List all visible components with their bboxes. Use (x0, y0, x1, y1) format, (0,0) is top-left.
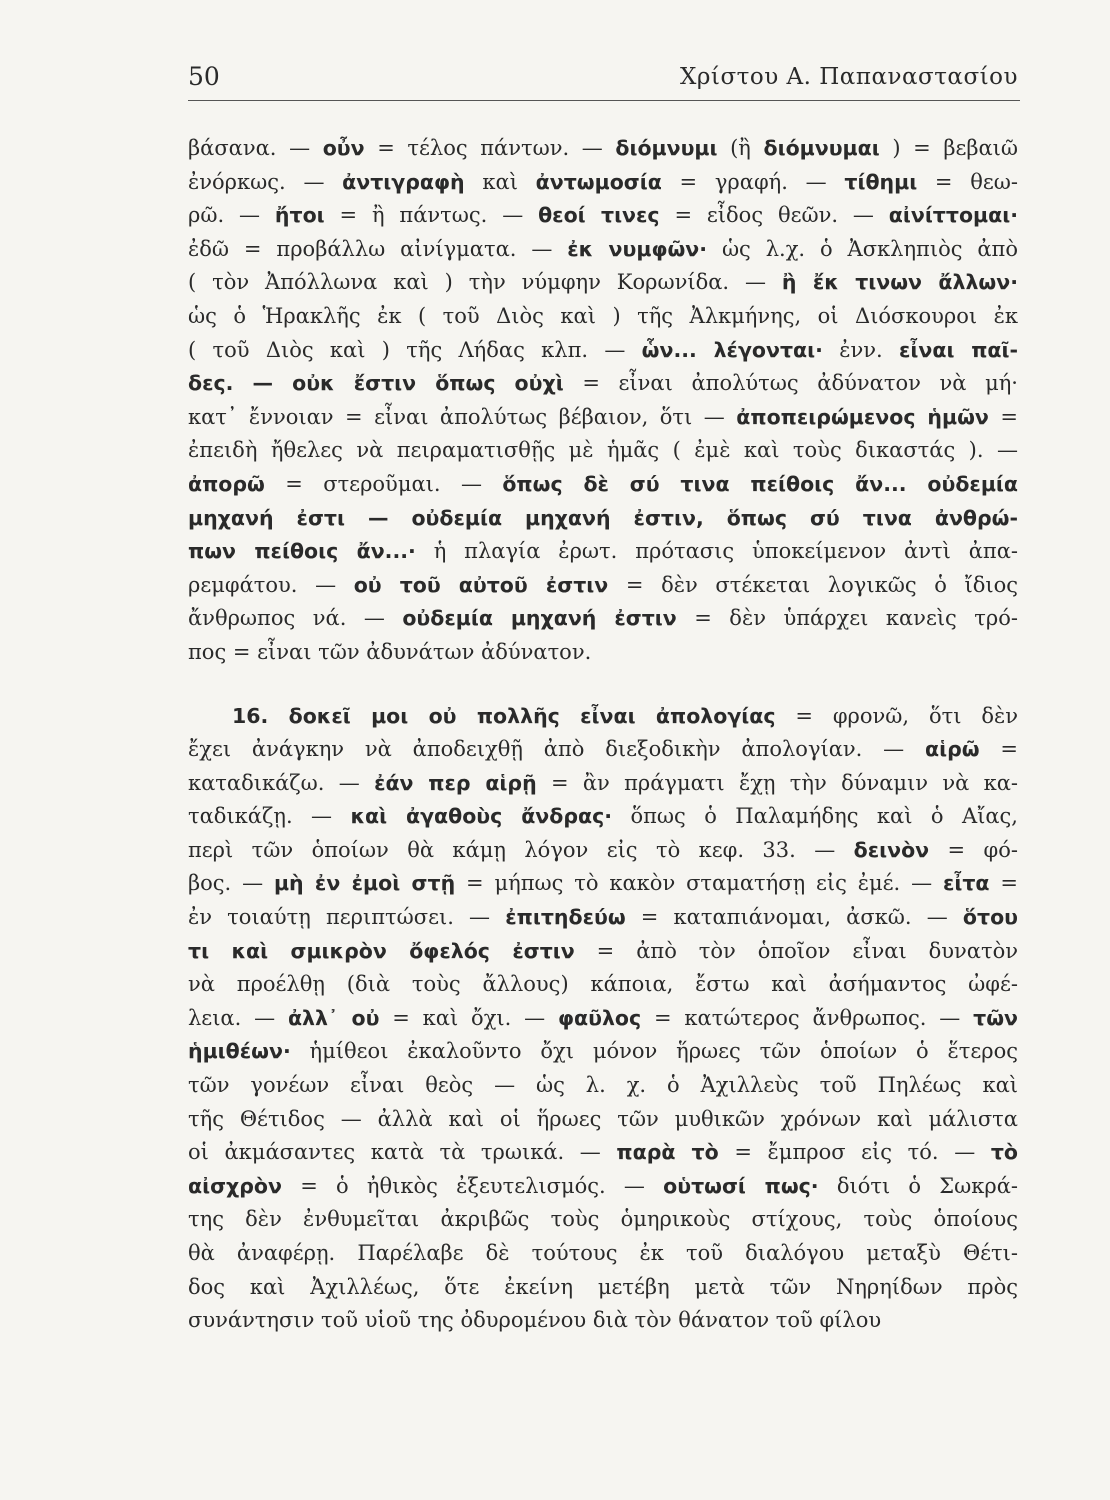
text-segment: = ἢ πάντως. — (324, 203, 539, 228)
text-segment: = ὁ ἠθικὸς ἐξευτελισμός. — (281, 1173, 664, 1198)
bold-term: ἐάν περ αἱρῇ (374, 770, 537, 795)
bold-term: δεινὸν (853, 837, 930, 862)
text-line (188, 602, 1018, 636)
text-segment: ἔχει ἀνάγκην νὰ ἀποδειχθῇ ἀπὸ διεξοδικὴν ἀπολογίαν. — (188, 737, 925, 762)
paragraph (188, 132, 1018, 670)
text-segment: καταδικάζω. — (188, 770, 375, 795)
text-line (188, 199, 1018, 233)
text-segment: ἡμίθεοι ἐκαλοῦντο ὄχι μόνον ἥρωες τῶν ὁποίων ὁ ἕτερος (290, 1039, 1018, 1064)
text-segment: = ἂν πράγματι ἔχῃ τὴν δύναμιν νὰ κα- (536, 770, 1018, 795)
bold-term: ὅπως δὲ σύ τινα πείθοις ἄν... οὐδεμία (502, 471, 1018, 496)
text-line (188, 1203, 1018, 1237)
text-line (188, 401, 1018, 435)
bold-term: μηχανή ἐστι — οὐδεμία μηχανή ἐστιν, ὅπως σύ τινα ἀνθρώ- (188, 505, 1018, 530)
text-line (188, 968, 1018, 1002)
bold-term: ἐπιτηδεύω (505, 905, 626, 930)
bold-term: ἢ ἔκ τινων ἄλλων· (781, 270, 1018, 295)
text-segment: = καὶ ὄχι. — (379, 1005, 558, 1030)
text-segment: τῶν γονέων εἶναι θεὸς — ὡς λ. χ. ὁ Ἀχιλλεὺς τοῦ Πηλέως καὶ (188, 1073, 1018, 1098)
bold-term: φαῦλος (557, 1005, 642, 1030)
text-line (188, 132, 1018, 166)
text-segment: = καταπιάνομαι, ἀσκῶ. — (625, 905, 963, 930)
bold-term: αἰσχρὸν (188, 1173, 282, 1198)
bold-term: καὶ ἀγαθοὺς ἄνδρας· (350, 804, 613, 829)
bold-term: οὖν (322, 136, 365, 160)
bold-term: αἱρῶ (925, 737, 980, 762)
text-line (188, 367, 1018, 401)
text-segment: ὡς ὁ Ἡρακλῆς ἐκ ( τοῦ Διὸς καὶ ) τῆς Ἀλκμήνης, οἱ Διόσκουροι ἐκ (188, 303, 1018, 328)
text-line (188, 334, 1018, 368)
bold-term: διόμνυμι (615, 136, 718, 160)
text-segment: της δὲν ἐνθυμεῖται ἀκριβῶς τοὺς ὁμηρικοὺς στίχους, τοὺς ὁποίους (188, 1207, 1018, 1232)
bold-term: δες. — οὐκ ἔστιν ὅπως οὐχὶ (188, 371, 564, 396)
text-line (188, 1170, 1018, 1204)
text-line (188, 800, 1018, 834)
text-segment: κατ᾽ ἔννοιαν = εἶναι ἀπολύτως βέβαιον, ὅτι — (188, 404, 737, 429)
text-line (188, 1237, 1018, 1271)
text-line (188, 1069, 1018, 1103)
text-line (188, 867, 1018, 901)
text-line (188, 901, 1018, 935)
text-segment: συνάντησιν τοῦ υἱοῦ της ὀδυρομένου διὰ τὸν θάνατον τοῦ φίλου (188, 1308, 882, 1333)
bold-term: ἀντωμοσία (535, 169, 662, 194)
running-head: Χρίστου Α. Παπαναστασίου (680, 64, 1018, 90)
text-line (188, 569, 1018, 603)
bold-term: ἡμιθέων· (188, 1039, 291, 1064)
bold-term: μὴ ἐν ἐμοὶ στῇ (273, 871, 456, 896)
text-segment: δος καὶ Ἀχιλλέως, ὅτε ἐκείνη μετέβη μετὰ τῶν Νηρηίδων πρὸς (188, 1274, 1018, 1299)
text-segment: (ἢ (717, 136, 764, 160)
text-segment: = εἶδος θεῶν. — (659, 203, 889, 228)
text-line (188, 935, 1018, 969)
text-segment: καὶ (464, 169, 536, 194)
text-segment: = κατώτερος ἄνθρωπος. — (641, 1005, 974, 1030)
text-segment: ἐνόρκως. — (188, 169, 343, 194)
bold-term: οὐδεμία μηχανή ἐστιν (402, 606, 677, 631)
text-segment: = φό- (929, 837, 1018, 862)
text-line (188, 1035, 1018, 1069)
text-line (188, 700, 1018, 734)
text-segment: θὰ ἀναφέρῃ. Παρέλαβε δὲ τούτους ἐκ τοῦ διαλόγου μεταξὺ Θέτι- (188, 1241, 1018, 1265)
text-segment: ) = βεβαιῶ (879, 136, 1018, 160)
text-segment: βος. — (188, 871, 274, 896)
bold-term: τίθημι (844, 169, 918, 194)
text-segment: = τέλος πάντων. — (364, 136, 616, 160)
bold-term: τι καὶ σμικρὸν ὄφελός ἐστιν (188, 938, 575, 963)
page-header (188, 60, 1020, 101)
text-line (188, 636, 1018, 670)
page-number: 50 (188, 62, 220, 91)
text-line (188, 1002, 1018, 1036)
text-line (188, 468, 1018, 502)
text-segment: = (979, 737, 1018, 762)
bold-term: 16. δοκεῖ μοι οὐ πολλῆς εἶναι ἀπολογίας (232, 703, 776, 728)
text-segment: = (989, 871, 1018, 896)
text-segment: = δὲν στέκεται λογικῶς ὁ ἴδιος (608, 572, 1018, 597)
text-segment: πος = εἶναι τῶν ἀδυνάτων ἀδύνατον. (188, 639, 592, 664)
text-segment: νὰ προέλθῃ (διὰ τοὺς ἄλλους) κάποια, ἔστω καὶ ἀσήμαντος ὠφέ- (188, 972, 1018, 997)
text-segment: ρῶ. — (188, 203, 275, 228)
bold-term: αἰνίττομαι· (888, 203, 1018, 228)
text-segment: περὶ τῶν ὁποίων θὰ κάμῃ λόγον εἰς τὸ κεφ. 33. — (188, 837, 854, 862)
text-segment: βάσανα. — (188, 136, 323, 160)
text-segment: τῆς Θέτιδος — ἀλλὰ καὶ οἱ ἥρωες τῶν μυθικῶν χρόνων καὶ μάλιστα (188, 1106, 1018, 1131)
bold-term: οὐ τοῦ αὐτοῦ ἐστιν (353, 572, 609, 597)
bold-term: ἀπορῶ (188, 471, 265, 496)
text-line (188, 834, 1018, 868)
bold-term: ἀλλ᾽ οὐ (287, 1005, 380, 1030)
text-segment: = ἀπὸ τὸν ὁποῖον εἶναι δυνατὸν (574, 938, 1018, 963)
text-line (188, 502, 1018, 536)
text-segment: = στεροῦμαι. — (264, 471, 503, 496)
text-line (188, 166, 1018, 200)
text-segment: ρεμφάτου. — (188, 572, 354, 597)
text-segment: = μήπως τὸ κακὸν σταματήσῃ εἰς ἐμέ. — (455, 871, 943, 896)
text-segment: ἐν τοιαύτῃ περιπτώσει. — (188, 905, 506, 930)
text-segment: ( τοῦ Διὸς καὶ ) τῆς Λήδας κλπ. — (188, 337, 642, 362)
text-segment: ( τὸν Ἀπόλλωνα καὶ ) τὴν νύμφην Κορωνίδα. — (188, 270, 782, 295)
text-segment: ἡ πλαγία ἐρωτ. πρότασις ὑποκείμενον ἀντὶ ἀπα- (415, 539, 1018, 564)
text-segment: ἐπειδὴ ἤθελες νὰ πειραματισθῇς μὲ ἡμᾶς ( ἐμὲ καὶ τοὺς δικαστάς ). — (188, 438, 1018, 463)
bold-term: ἤτοι (274, 203, 325, 228)
text-segment: ἄνθρωπος νά. — (188, 606, 403, 631)
text-line (188, 1136, 1018, 1170)
paragraph (188, 700, 1018, 1338)
text-segment: οἱ ἀκμάσαντες κατὰ τὰ τρωικά. — (188, 1140, 617, 1165)
text-line (188, 233, 1018, 267)
bold-term: οὑτωσί πως· (663, 1173, 819, 1198)
text-line (188, 1271, 1018, 1305)
paragraph-gap (188, 670, 1018, 700)
bold-term: πων πείθοις ἄν...· (188, 539, 416, 564)
text-segment: = (988, 404, 1018, 429)
text-segment: ὅπως ὁ Παλαμήδης καὶ ὁ Αἴας, (612, 804, 1018, 829)
bold-term: θεοί τινες (538, 203, 660, 228)
bold-term: ἐκ νυμφῶν· (567, 236, 708, 261)
text-segment: ἐνν. (822, 337, 899, 362)
bold-term: ἀποπειρώμενος ἡμῶν (736, 404, 989, 429)
text-segment: ἐδῶ = προβάλλω αἰνίγματα. — (188, 236, 568, 261)
bold-term: παρὰ τὸ (616, 1140, 719, 1165)
bold-term: τῶν (973, 1005, 1018, 1030)
text-line (188, 300, 1018, 334)
bold-term: ὅτου (962, 905, 1018, 930)
text-segment: = φρονῶ, ὅτι δὲν (775, 703, 1018, 728)
text-segment: = δὲν ὑπάρχει κανεὶς τρό- (676, 606, 1018, 631)
bold-term: ἀντιγραφὴ (342, 169, 465, 194)
text-segment: λεια. — (188, 1005, 288, 1030)
text-segment: ὡς λ.χ. ὁ Ἀσκληπιὸς ἀπὸ (707, 236, 1018, 261)
text-line (188, 1304, 1018, 1338)
bold-term: εἶναι παῖ- (899, 337, 1018, 362)
body-text (188, 132, 1018, 1338)
text-segment: = ἔμπροσ εἰς τό. — (718, 1140, 991, 1165)
text-line (188, 733, 1018, 767)
text-segment: = θεω- (917, 169, 1018, 194)
text-segment: διότι ὁ Σωκρά- (818, 1173, 1018, 1198)
text-line (188, 1103, 1018, 1137)
text-segment: = εἶναι ἀπολύτως ἀδύνατον νὰ μή· (563, 371, 1018, 396)
bold-term: τὸ (990, 1140, 1018, 1165)
text-segment: ταδικάζῃ. — (188, 804, 351, 829)
bold-term: εἶτα (942, 871, 990, 896)
text-line (188, 767, 1018, 801)
text-segment: = γραφή. — (661, 169, 845, 194)
text-line (188, 266, 1018, 300)
text-line (188, 535, 1018, 569)
bold-term: ὧν... λέγονται· (641, 337, 823, 362)
bold-term: διόμνυμαι (763, 136, 880, 160)
text-line (188, 434, 1018, 468)
